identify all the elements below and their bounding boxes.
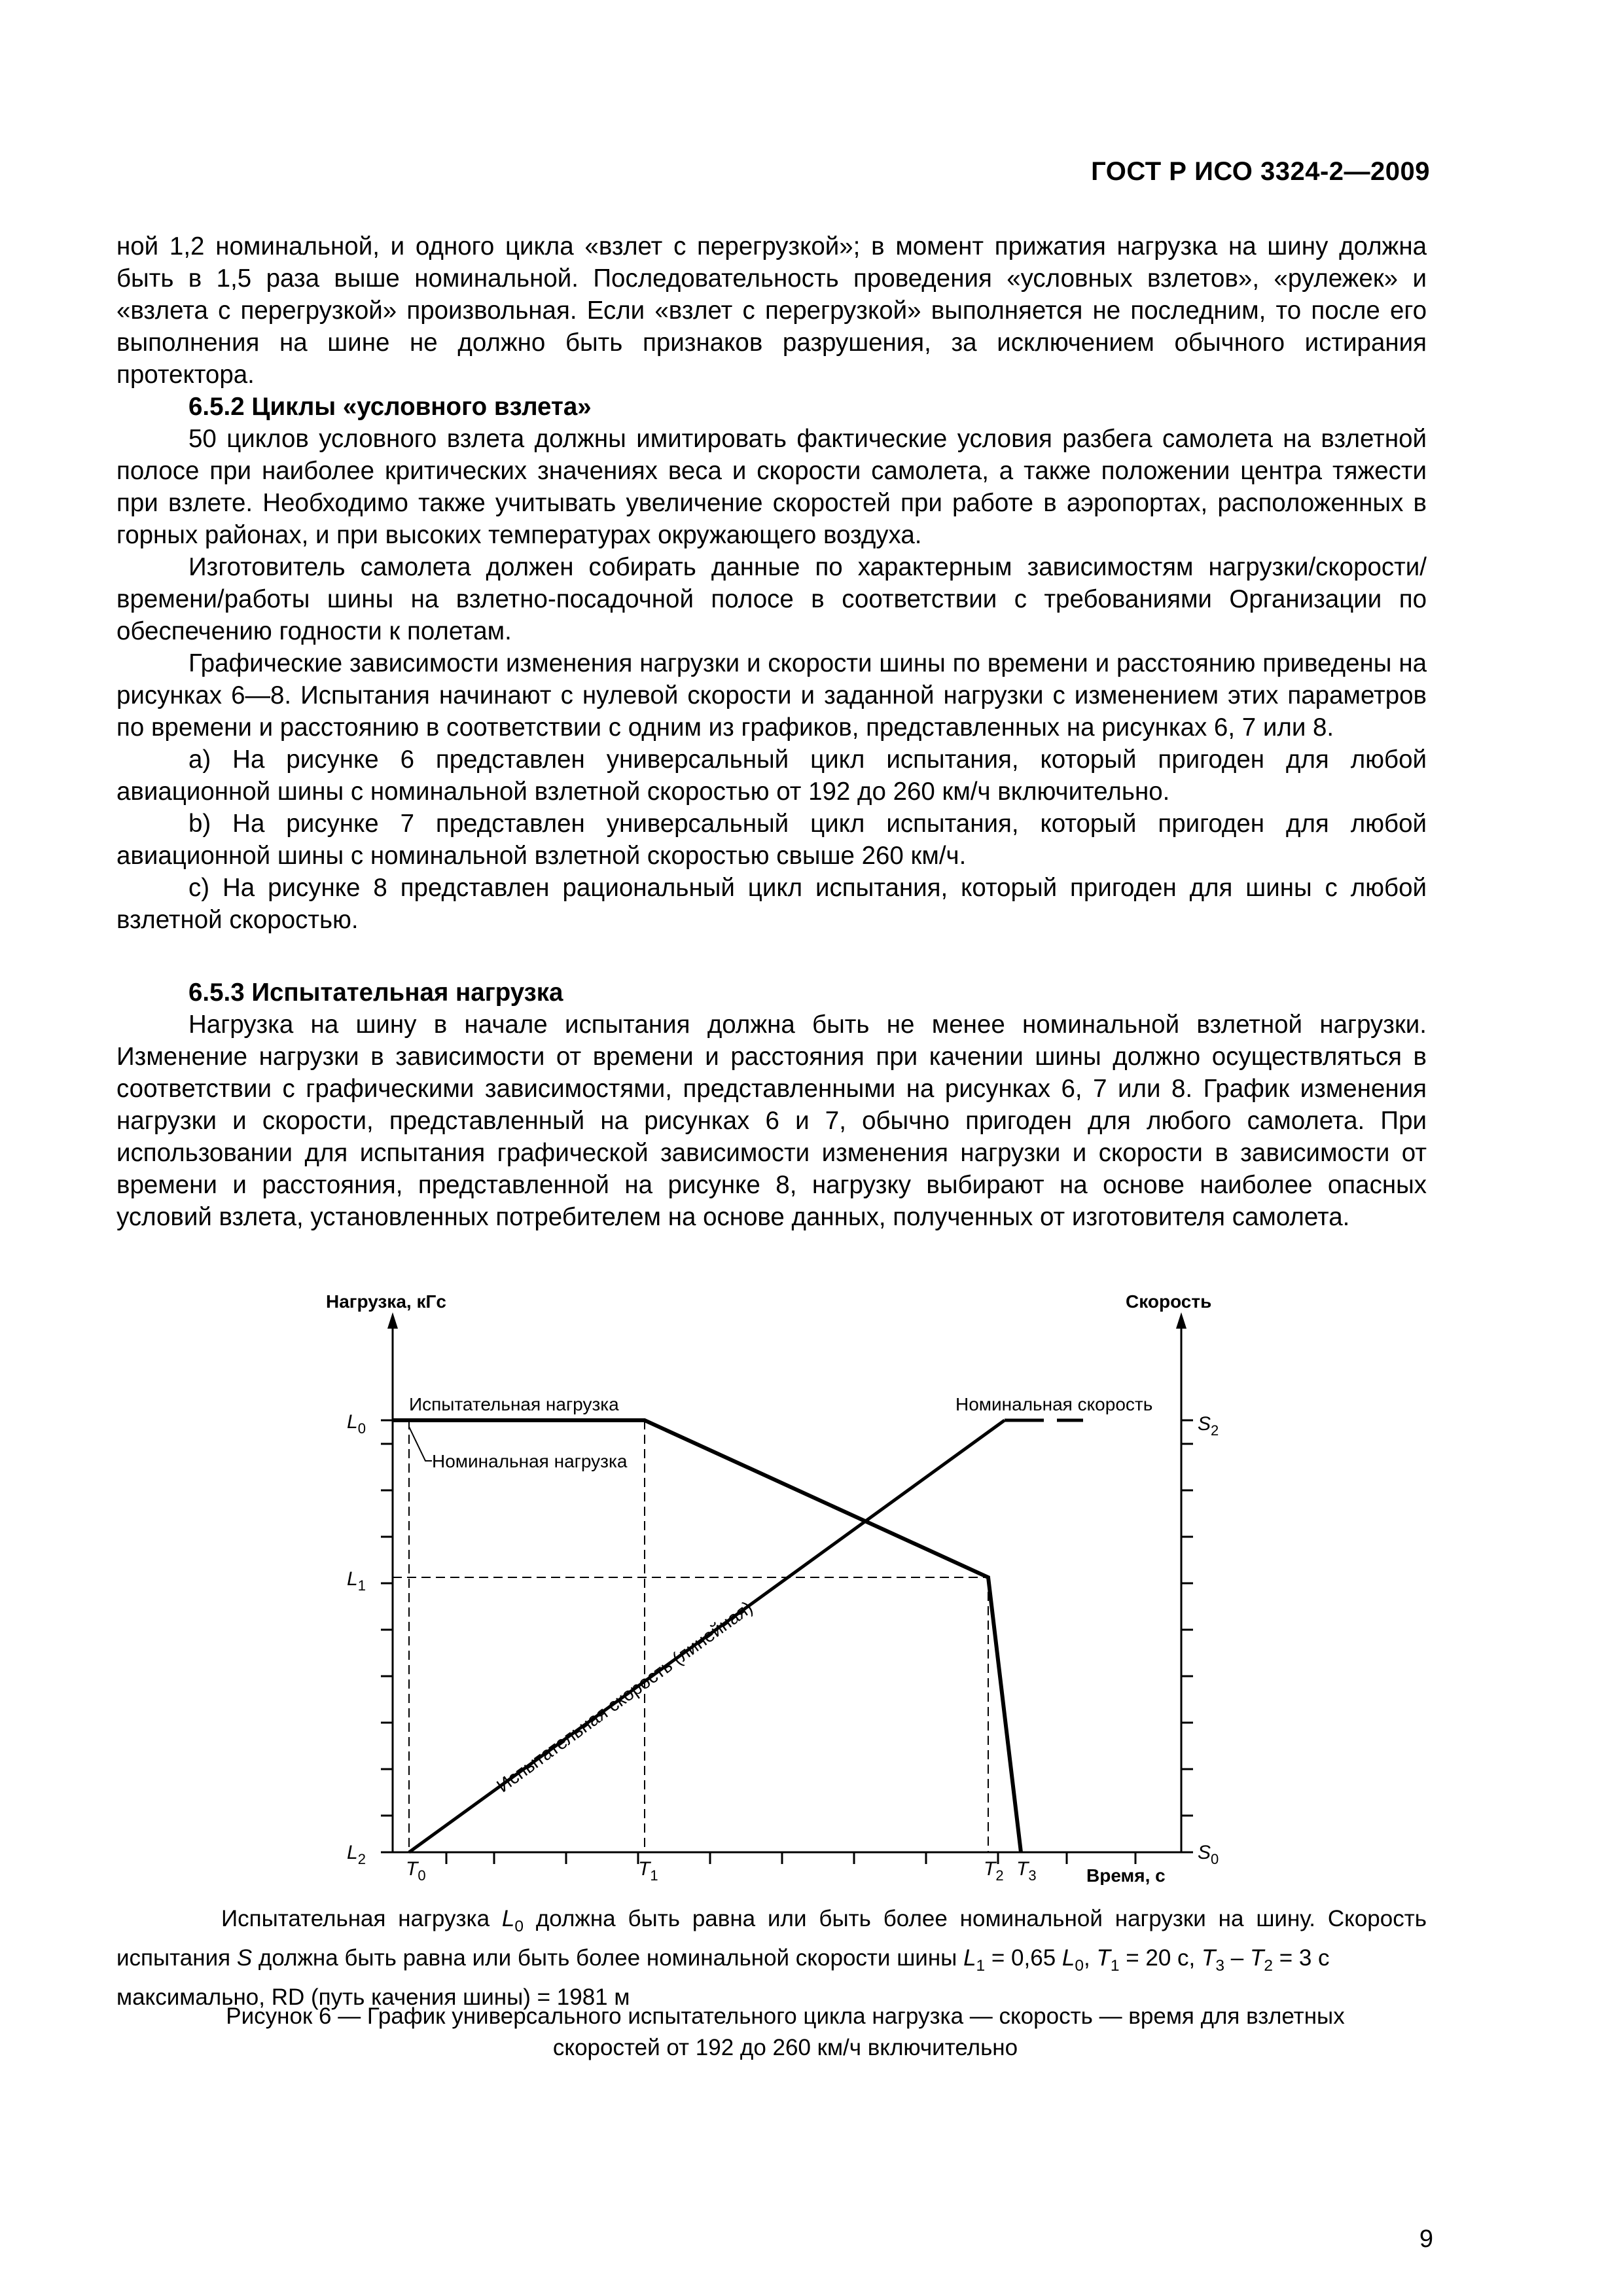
figure-6-diagram [308,1289,1237,1885]
tick-S2: $S_2$ [1198,1413,1219,1439]
nominal-load-leader [409,1427,432,1461]
paragraph: Изготовитель самолета должен собирать данные по характерным зависимостям нагрузки/скорости/времени/работы шины на взлетно-посадочной полосе в соответствии с требованиями Организации по обеспечению годности к полетам. [116,553,1427,645]
right-axis-arrow [1176,1312,1186,1329]
paragraph-continuation: ной 1,2 номинальной, и одного цикла «взлет с перегрузкой»; в момент прижатия нагрузка на шину должна быть в 1,5 раза выше номинальной. Последовательность проведения «условных взлетов», «рулежек» и «взлета с перегрузкой» произвольная. Если «взлет с перегрузкой» выполняется не последним, то после его выполнения на шине не должно быть признаков разрушения, за исключением обычного истирания протектора. [116,232,1427,389]
figure-caption-line-1: Рисунок 6 — График универсального испытательного цикла нагрузка — скорость — время для взлетных [226,2003,1345,2029]
time-axis-ticks [446,1852,1135,1864]
figure-caption-line-2: скоростей от 192 до 260 км/ч включительно [552,2035,1018,2060]
left-axis-arrow [387,1312,398,1329]
figure-note [116,1903,1427,2013]
figure-note-line-2: максимально, RD (путь качения шины) = 1981 м [116,1984,630,2010]
tick-L2: $L_2$ [347,1842,366,1867]
tick-L0: $L_0$ [347,1411,366,1437]
body-text-block-2 [116,977,1427,1233]
tick-T0: $T_0$ [406,1858,426,1884]
tick-T1: $T_1$ [638,1858,658,1884]
tick-T3: $T_3$ [1016,1858,1037,1884]
paragraph: 50 циклов условного взлета должны имитировать фактические условия разбега самолета на взлетной полосе при наиболее критических значениях веса и скорости самолета, а также положении центра тяжести при взлете. Необходимо также учитывать увеличение скоростей при работе в аэропортах, расположенных в горных районах, и при высоких температурах окружающего воздуха. [116,425,1427,549]
label-test-load: Испытательная нагрузка [409,1394,619,1414]
x-label: Время, с [1086,1865,1166,1885]
label-test-speed: Испытательная скорость (линейная) [493,1597,757,1797]
label-nominal-load: Номинальная нагрузка [432,1451,628,1471]
label-nominal-speed: Номинальная скорость [955,1394,1153,1414]
left-axis-ticks [381,1420,393,1852]
paragraph: Графические зависимости изменения нагрузки и скорости шины по времени и расстоянию приведены на рисунках 6—8. Испытания начинают с нулевой скорости и заданной нагрузки с изменением этих параметров по времени и расстоянию в соответствии с одним из графиков, представленных на рисунках 6, 7 или 8. [116,649,1427,742]
document-code-header: ГОСТ Р ИСО 3324-2—2009 [1091,157,1430,186]
section-heading-6-5-3: 6.5.3 Испытательная нагрузка [188,978,563,1007]
paragraph: Нагрузка на шину в начале испытания должна быть не менее номинальной взлетной нагрузки. Изменение нагрузки в зависимости от времени и расстояния при качении шины должно осуществляться в соответствии с графическими зависимостями, представленными на рисунках 6, 7 или 8. График изменения нагрузки и скорости, представленный на рисунках 6 и 7, обычно пригоден для любого самолета. При использовании для испытания графической зависимости изменения нагрузки и скорости в зависимости от времени и расстояния, представленной на рисунке 8, нагрузку выбирают на основе наиболее опасных условий взлета, установленных потребителем на основе данных, полученных от изготовителя самолета. [116,1011,1427,1231]
y-left-label: Нагрузка, кГс [326,1291,446,1312]
tick-S0: $S_0$ [1198,1842,1219,1867]
figure-note-line-1: Испытательная нагрузка $L_0$ должна быть равна или быть более номинальной нагрузки на шину. Скорость испытания S должна быть равна или быть более номинальной скорости шины $L_1 = 0,65$ $L_0$, $T_1 = 20$ с, $T_3 - T_2 = 3$ с [116,1906,1427,1975]
page-number: 9 [1419,2225,1433,2253]
tick-L1: $L_1$ [347,1568,366,1594]
tick-T2: $T_2$ [984,1858,1004,1884]
figure-caption [144,2001,1427,2064]
list-item-c: c) На рисунке 8 представлен рациональный цикл испытания, который пригоден для шины с любой взлетной скоростью. [116,874,1427,934]
body-text-block-1 [116,230,1427,936]
list-item-a: a) На рисунке 6 представлен универсальный цикл испытания, который пригоден для любой авиационной шины с номинальной взлетной скоростью от 192 до 260 км/ч включительно. [116,745,1427,806]
right-axis-ticks [1181,1420,1193,1852]
section-heading-6-5-2: 6.5.2 Циклы «условного взлета» [188,393,592,421]
y-right-label: Скорость [1126,1291,1212,1312]
list-item-b: b) На рисунке 7 представлен универсальный цикл испытания, который пригоден для любой авиационной шины с номинальной взлетной скоростью свыше 260 км/ч. [116,810,1427,870]
